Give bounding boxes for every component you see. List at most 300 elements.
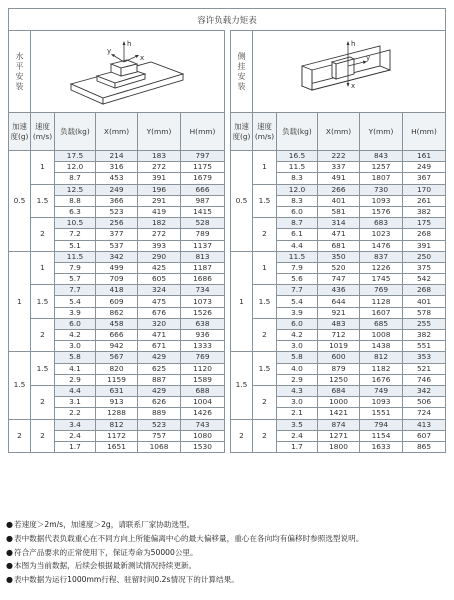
h-cell: 551 <box>403 341 446 352</box>
h-cell: 746 <box>403 374 446 385</box>
x-cell: 418 <box>96 285 138 296</box>
h-cell: 161 <box>403 151 446 162</box>
x-cell: 483 <box>318 318 360 329</box>
y-cell: 393 <box>138 240 181 251</box>
x-cell: 1000 <box>318 397 360 408</box>
x-cell: 820 <box>96 363 138 374</box>
load-cell: 3.9 <box>55 307 96 318</box>
note-item <box>6 532 450 546</box>
h-cell: 268 <box>403 229 446 240</box>
load-cell: 12.5 <box>55 184 96 195</box>
h-cell: 724 <box>403 408 446 419</box>
speed-cell: 2 <box>31 419 55 453</box>
x-cell: 942 <box>96 341 138 352</box>
h-cell: 1004 <box>181 397 225 408</box>
side-mount-panel <box>230 30 446 453</box>
note-text: 表中数据为运行1000mm行程、驻留时间0.2s情况下的计算结果。 <box>14 575 239 585</box>
load-cell: 4.2 <box>55 330 96 341</box>
x-cell: 256 <box>96 218 138 229</box>
x-cell: 342 <box>96 251 138 262</box>
x-cell: 684 <box>318 385 360 396</box>
y-cell: 1438 <box>360 341 403 352</box>
note-text: 本图为当前数据，后续会根据最新测试情况持续更新。 <box>14 561 197 571</box>
load-cell: 1.7 <box>55 441 96 452</box>
load-cell: 8.3 <box>277 195 318 206</box>
table-row <box>231 385 446 396</box>
speed-cell: 2 <box>253 385 277 419</box>
load-cell: 2.9 <box>55 374 96 385</box>
y-cell: 1226 <box>360 262 403 273</box>
x-cell: 567 <box>96 352 138 363</box>
x-cell: 366 <box>96 195 138 206</box>
x-cell: 581 <box>318 206 360 217</box>
h-cell: 542 <box>403 274 446 285</box>
orientation-char: 装 <box>237 81 246 91</box>
h-cell: 797 <box>181 151 225 162</box>
load-cell: 7.9 <box>277 262 318 273</box>
h-cell: 1530 <box>181 441 225 452</box>
load-cell: 3.0 <box>55 341 96 352</box>
h-cell: 170 <box>403 184 446 195</box>
x-cell: 314 <box>318 218 360 229</box>
h-cell: 743 <box>181 419 225 430</box>
side-mount-header <box>230 30 446 112</box>
horizontal-mount-diagram <box>31 31 224 112</box>
h-cell: 638 <box>181 318 225 329</box>
load-cell: 2.1 <box>277 408 318 419</box>
h-cell: 268 <box>403 285 446 296</box>
table-row <box>9 285 225 296</box>
header-y: Y(mm) <box>360 113 403 151</box>
y-cell: 1607 <box>360 307 403 318</box>
y-cell: 1576 <box>360 206 403 217</box>
x-cell: 1271 <box>318 430 360 441</box>
orientation-char: 装 <box>15 81 24 91</box>
x-cell: 337 <box>318 162 360 173</box>
table-row <box>9 151 225 162</box>
load-cell: 2.9 <box>277 374 318 385</box>
y-cell: 1257 <box>360 162 403 173</box>
load-cell: 5.6 <box>277 274 318 285</box>
x-cell: 1651 <box>96 441 138 452</box>
h-cell: 1073 <box>181 296 225 307</box>
y-cell: 887 <box>138 374 181 385</box>
y-cell: 425 <box>138 262 181 273</box>
load-cell: 12.0 <box>277 184 318 195</box>
table-row <box>231 419 446 430</box>
speed-cell: 1.5 <box>31 184 55 218</box>
y-cell: 182 <box>138 218 181 229</box>
load-cell: 7.2 <box>55 229 96 240</box>
h-cell: 261 <box>403 195 446 206</box>
x-cell: 1159 <box>96 374 138 385</box>
table-row <box>231 318 446 329</box>
table-row <box>231 184 446 195</box>
x-cell: 709 <box>96 274 138 285</box>
h-cell: 769 <box>181 352 225 363</box>
y-cell: 1182 <box>360 363 403 374</box>
load-cell: 5.8 <box>277 352 318 363</box>
speed-cell: 2 <box>31 218 55 252</box>
x-cell: 666 <box>96 330 138 341</box>
axis-h-label: h <box>126 39 131 48</box>
load-cell: 5.7 <box>55 274 96 285</box>
h-cell: 506 <box>403 397 446 408</box>
header-h: H(mm) <box>403 113 446 151</box>
header-x: X(mm) <box>318 113 360 151</box>
y-cell: 1476 <box>360 240 403 251</box>
y-cell: 523 <box>138 419 181 430</box>
h-cell: 666 <box>181 184 225 195</box>
y-cell: 671 <box>138 341 181 352</box>
speed-cell: 1 <box>253 151 277 185</box>
header-y: Y(mm) <box>138 113 181 151</box>
load-cell: 11.5 <box>277 251 318 262</box>
speed-cell: 1.5 <box>253 285 277 319</box>
x-cell: 471 <box>318 229 360 240</box>
speed-cell: 1.5 <box>253 352 277 386</box>
x-cell: 214 <box>96 151 138 162</box>
bullet-icon: ● <box>6 533 13 543</box>
y-cell: 889 <box>138 408 181 419</box>
load-cell: 4.1 <box>55 363 96 374</box>
load-cell: 11.5 <box>55 251 96 262</box>
x-cell: 537 <box>96 240 138 251</box>
bullet-icon: ● <box>6 520 13 529</box>
load-cell: 3.5 <box>277 419 318 430</box>
note-text: 表中数据代表负载重心在不同方向上所能偏离中心的最大偏移量，重心在各向均有偏移时参照选型说明。 <box>14 533 364 543</box>
header-speed: 速度(m/s) <box>253 113 277 151</box>
speed-cell: 1.5 <box>31 285 55 319</box>
x-cell: 681 <box>318 240 360 251</box>
x-cell: 316 <box>96 162 138 173</box>
h-cell: 391 <box>403 240 446 251</box>
table-row <box>9 318 225 329</box>
h-cell: 255 <box>403 318 446 329</box>
load-cell: 4.4 <box>277 240 318 251</box>
y-cell: 769 <box>360 285 403 296</box>
h-cell: 1120 <box>181 363 225 374</box>
load-cell: 8.7 <box>277 218 318 229</box>
x-cell: 609 <box>96 296 138 307</box>
x-cell: 631 <box>96 385 138 396</box>
y-cell: 794 <box>360 419 403 430</box>
x-cell: 523 <box>96 206 138 217</box>
x-cell: 874 <box>318 419 360 430</box>
h-cell: 607 <box>403 430 446 441</box>
h-cell: 342 <box>403 385 446 396</box>
load-cell: 3.1 <box>55 397 96 408</box>
horizontal-load-table <box>8 112 225 453</box>
load-cell: 4.2 <box>277 330 318 341</box>
h-cell: 249 <box>403 162 446 173</box>
h-cell: 987 <box>181 195 225 206</box>
note-text: 符合产品要求的正常使用下，保证寿命为50000公里。 <box>14 547 198 557</box>
y-cell: 812 <box>360 352 403 363</box>
y-cell: 429 <box>138 385 181 396</box>
note-text: 若速度＞2m/s，加速度＞2g，请联系厂家协助选型。 <box>14 520 195 529</box>
h-cell: 521 <box>403 363 446 374</box>
h-cell: 578 <box>403 307 446 318</box>
horizontal-mount-panel <box>8 30 225 453</box>
load-cell: 8.8 <box>55 195 96 206</box>
load-cell: 2.4 <box>55 430 96 441</box>
y-cell: 1807 <box>360 173 403 184</box>
y-cell: 183 <box>138 151 181 162</box>
side-mount-diagram <box>253 31 445 112</box>
x-cell: 249 <box>96 184 138 195</box>
load-cell: 17.5 <box>55 151 96 162</box>
bullet-icon: ● <box>6 547 13 557</box>
h-cell: 1080 <box>181 430 225 441</box>
h-cell: 367 <box>403 173 446 184</box>
table-row <box>231 285 446 296</box>
h-cell: 1137 <box>181 240 225 251</box>
bullet-icon: ● <box>6 575 13 585</box>
note-item <box>6 559 450 573</box>
speed-cell: 2 <box>253 218 277 252</box>
x-cell: 458 <box>96 318 138 329</box>
load-cell: 8.3 <box>277 173 318 184</box>
load-cell: 6.0 <box>55 318 96 329</box>
speed-cell: 2 <box>31 318 55 352</box>
y-cell: 1128 <box>360 296 403 307</box>
horizontal-mount-header <box>8 30 225 112</box>
load-cell: 16.5 <box>277 151 318 162</box>
accel-cell: 1 <box>9 251 31 352</box>
y-cell: 272 <box>138 229 181 240</box>
speed-cell: 2 <box>31 385 55 419</box>
y-cell: 749 <box>360 385 403 396</box>
axis-h-label: h <box>351 39 356 48</box>
header-accel: 加速度(g) <box>9 113 31 151</box>
x-cell: 644 <box>318 296 360 307</box>
h-cell: 936 <box>181 330 225 341</box>
y-cell: 757 <box>138 430 181 441</box>
load-cell: 3.9 <box>277 307 318 318</box>
load-cell: 3.0 <box>277 341 318 352</box>
y-cell: 1154 <box>360 430 403 441</box>
load-cell: 5.4 <box>55 296 96 307</box>
axis-y-label: y <box>366 53 371 62</box>
x-cell: 222 <box>318 151 360 162</box>
h-cell: 1686 <box>181 274 225 285</box>
y-cell: 685 <box>360 318 403 329</box>
load-cell: 7.7 <box>55 285 96 296</box>
load-cell: 10.5 <box>55 218 96 229</box>
orientation-char: 挂 <box>237 61 246 71</box>
x-cell: 350 <box>318 251 360 262</box>
x-cell: 712 <box>318 330 360 341</box>
x-cell: 453 <box>96 173 138 184</box>
h-cell: 175 <box>403 218 446 229</box>
accel-cell: 0.5 <box>9 151 31 252</box>
table-row <box>9 352 225 363</box>
y-cell: 429 <box>138 352 181 363</box>
speed-cell: 1 <box>253 251 277 285</box>
header-h: H(mm) <box>181 113 225 151</box>
load-cell: 6.0 <box>277 318 318 329</box>
table-row <box>9 419 225 430</box>
y-cell: 837 <box>360 251 403 262</box>
note-item <box>6 518 450 532</box>
h-cell: 1589 <box>181 374 225 385</box>
table-row <box>9 218 225 229</box>
load-cell: 6.3 <box>55 206 96 217</box>
y-cell: 1551 <box>360 408 403 419</box>
load-cell: 7.9 <box>55 262 96 273</box>
load-cell: 6.1 <box>277 229 318 240</box>
accel-cell: 2 <box>9 419 31 453</box>
x-cell: 1421 <box>318 408 360 419</box>
header-accel: 加速度(g) <box>231 113 253 151</box>
note-item <box>6 546 450 560</box>
table-row <box>231 151 446 162</box>
x-cell: 401 <box>318 195 360 206</box>
load-cell: 3.4 <box>55 419 96 430</box>
axis-x-label: x <box>139 53 144 62</box>
x-cell: 913 <box>96 397 138 408</box>
h-cell: 250 <box>403 251 446 262</box>
load-cell: 5.4 <box>277 296 318 307</box>
orientation-char: 水 <box>15 51 24 61</box>
x-cell: 499 <box>96 262 138 273</box>
table-row <box>9 385 225 396</box>
load-cell: 8.7 <box>55 173 96 184</box>
orientation-label <box>9 31 31 112</box>
table-row <box>9 251 225 262</box>
x-cell: 520 <box>318 262 360 273</box>
accel-cell: 0.5 <box>231 151 253 252</box>
x-cell: 600 <box>318 352 360 363</box>
header-speed: 速度(m/s) <box>31 113 55 151</box>
h-cell: 813 <box>181 251 225 262</box>
load-cell: 3.0 <box>277 397 318 408</box>
x-cell: 266 <box>318 184 360 195</box>
orientation-char: 安 <box>237 71 246 81</box>
speed-cell: 2 <box>253 318 277 352</box>
load-cell: 6.0 <box>277 206 318 217</box>
h-cell: 528 <box>181 218 225 229</box>
accel-cell: 1 <box>231 251 253 352</box>
notes-section <box>6 518 450 587</box>
x-cell: 1172 <box>96 430 138 441</box>
y-cell: 475 <box>138 296 181 307</box>
h-cell: 1426 <box>181 408 225 419</box>
load-cell: 12.0 <box>55 162 96 173</box>
load-cell: 5.1 <box>55 240 96 251</box>
load-cell: 7.7 <box>277 285 318 296</box>
y-cell: 730 <box>360 184 403 195</box>
x-cell: 747 <box>318 274 360 285</box>
x-cell: 879 <box>318 363 360 374</box>
y-cell: 324 <box>138 285 181 296</box>
axis-y-label: y <box>106 46 111 55</box>
y-cell: 391 <box>138 173 181 184</box>
h-cell: 401 <box>403 296 446 307</box>
y-cell: 1023 <box>360 229 403 240</box>
x-cell: 812 <box>96 419 138 430</box>
h-cell: 865 <box>403 441 446 452</box>
h-cell: 413 <box>403 419 446 430</box>
h-cell: 734 <box>181 285 225 296</box>
h-cell: 375 <box>403 262 446 273</box>
h-cell: 688 <box>181 385 225 396</box>
speed-cell: 1 <box>31 151 55 185</box>
y-cell: 625 <box>138 363 181 374</box>
load-cell: 5.8 <box>55 352 96 363</box>
side-load-table <box>230 112 446 453</box>
h-cell: 1187 <box>181 262 225 273</box>
load-cell: 4.4 <box>55 385 96 396</box>
x-cell: 862 <box>96 307 138 318</box>
h-cell: 1415 <box>181 206 225 217</box>
speed-cell: 2 <box>253 419 277 453</box>
horizontal-slider-illustration <box>63 36 193 108</box>
y-cell: 605 <box>138 274 181 285</box>
x-cell: 1250 <box>318 374 360 385</box>
y-cell: 471 <box>138 330 181 341</box>
y-cell: 676 <box>138 307 181 318</box>
h-cell: 382 <box>403 330 446 341</box>
y-cell: 320 <box>138 318 181 329</box>
x-cell: 377 <box>96 229 138 240</box>
orientation-char: 侧 <box>237 51 246 61</box>
h-cell: 789 <box>181 229 225 240</box>
h-cell: 1333 <box>181 341 225 352</box>
y-cell: 1093 <box>360 195 403 206</box>
y-cell: 1093 <box>360 397 403 408</box>
header-load: 负载(kg) <box>277 113 318 151</box>
load-cell: 2.2 <box>55 408 96 419</box>
y-cell: 272 <box>138 162 181 173</box>
x-cell: 921 <box>318 307 360 318</box>
h-cell: 1679 <box>181 173 225 184</box>
y-cell: 1633 <box>360 441 403 452</box>
h-cell: 353 <box>403 352 446 363</box>
y-cell: 1008 <box>360 330 403 341</box>
table-row <box>231 251 446 262</box>
h-cell: 1175 <box>181 162 225 173</box>
y-cell: 683 <box>360 218 403 229</box>
load-cell: 11.5 <box>277 162 318 173</box>
orientation-char: 平 <box>15 61 24 71</box>
orientation-char: 安 <box>15 71 24 81</box>
y-cell: 1745 <box>360 274 403 285</box>
x-cell: 1019 <box>318 341 360 352</box>
h-cell: 382 <box>403 206 446 217</box>
y-cell: 291 <box>138 195 181 206</box>
table-row <box>231 352 446 363</box>
note-item <box>6 573 450 587</box>
orientation-label <box>231 31 253 112</box>
accel-cell: 1.5 <box>9 352 31 419</box>
speed-cell: 1.5 <box>31 352 55 386</box>
load-cell: 1.7 <box>277 441 318 452</box>
x-cell: 491 <box>318 173 360 184</box>
y-cell: 419 <box>138 206 181 217</box>
x-cell: 436 <box>318 285 360 296</box>
header-x: X(mm) <box>96 113 138 151</box>
table-row <box>9 184 225 195</box>
load-cell: 4.3 <box>277 385 318 396</box>
speed-cell: 1.5 <box>253 184 277 218</box>
table-title: 容许负载力矩表 <box>8 8 446 30</box>
y-cell: 626 <box>138 397 181 408</box>
y-cell: 290 <box>138 251 181 262</box>
table-row <box>231 218 446 229</box>
h-cell: 1526 <box>181 307 225 318</box>
